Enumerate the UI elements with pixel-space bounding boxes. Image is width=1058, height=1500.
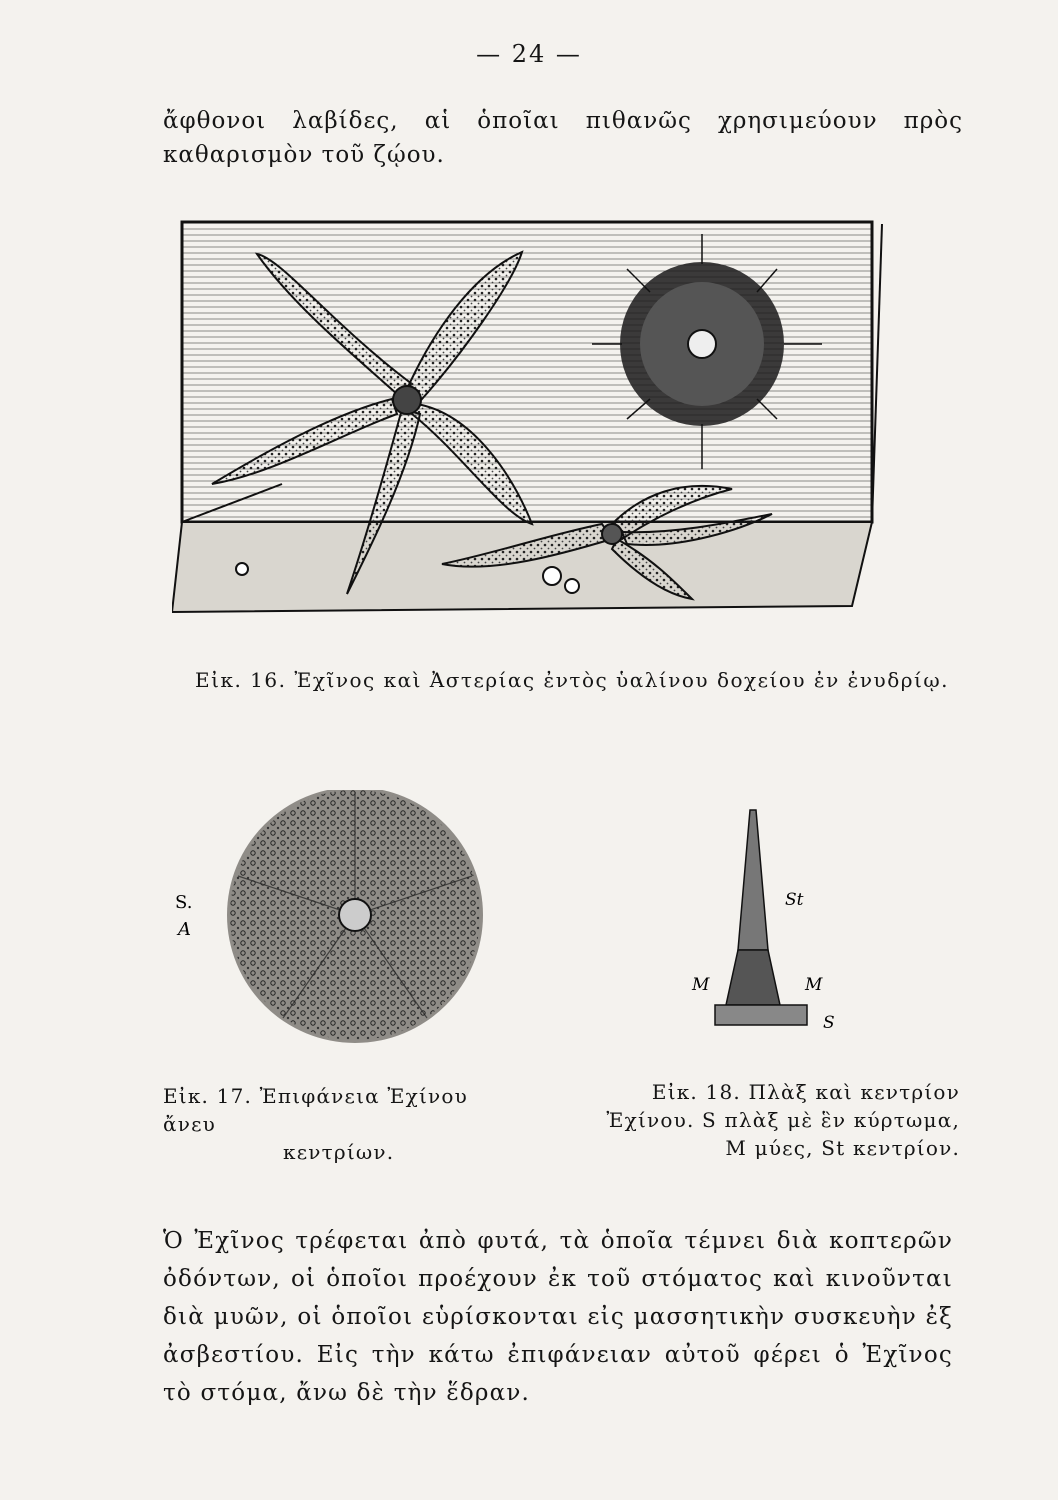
figure-18-plate-and-spine-illustration <box>680 800 850 1040</box>
figure-17-caption-line2: κεντρίων. <box>283 1140 395 1164</box>
figure-16-caption: Εἰκ. 16. Ἐχῖνος καὶ Ἀστερίας ἐντὸς ὑαλίνου δοχείου ἐν ἐνυδρίῳ. <box>195 668 950 692</box>
top-paragraph: ἄφθονοι λαβίδες, αἱ ὁποῖαι πιθανῶς χρησιμεύουν πρὸς καθαρισμὸν τοῦ ζῴου. <box>163 108 963 168</box>
page-number: — 24 — <box>476 40 582 68</box>
figure-18-caption-line2: Ἐχίνου. S πλὰξ μὲ ἓν κύρτωμα, <box>606 1108 960 1132</box>
figure-17-caption <box>163 1082 523 1166</box>
label-m-right: M <box>805 975 823 995</box>
label-a: A <box>178 919 191 940</box>
label-m-left: M <box>692 975 710 995</box>
label-s: S. <box>175 892 193 913</box>
figure-18-caption-line1: Εἰκ. 18. Πλὰξ καὶ κεντρίον <box>651 1080 960 1104</box>
figure-18-caption-line3: M μύες, St κεντρίον. <box>725 1136 960 1160</box>
label-s: S <box>823 1013 835 1033</box>
figure-16-aquarium-illustration <box>172 214 890 626</box>
figure-17-caption-line1: Εἰκ. 17. Ἐπιφάνεια Ἐχίνου ἄνευ <box>163 1084 468 1136</box>
figure-17-urchin-test-illustration <box>170 790 500 1050</box>
figure-18-caption <box>600 1078 960 1162</box>
bottom-paragraph: Ὁ Ἐχῖνος τρέφεται ἀπὸ φυτά, τὰ ὁποῖα τέμνει διὰ κοπτερῶν ὀδόντων, οἱ ὁποῖοι προέχουν ἐκ τοῦ στόματος καὶ κινοῦνται διὰ μυῶν, οἱ ὁποῖοι εὑρίσκονται εἰς μασσητικὴν συσκευὴν ἐξ ἀσβεστίου. Εἰς τὴν κάτω ἐπιφάνειαν αὐτοῦ φέρει ὁ Ἐχῖνος τὸ στόμα, ἄνω δὲ τὴν ἕδραν. <box>163 1228 953 1406</box>
label-st: St <box>785 890 804 910</box>
